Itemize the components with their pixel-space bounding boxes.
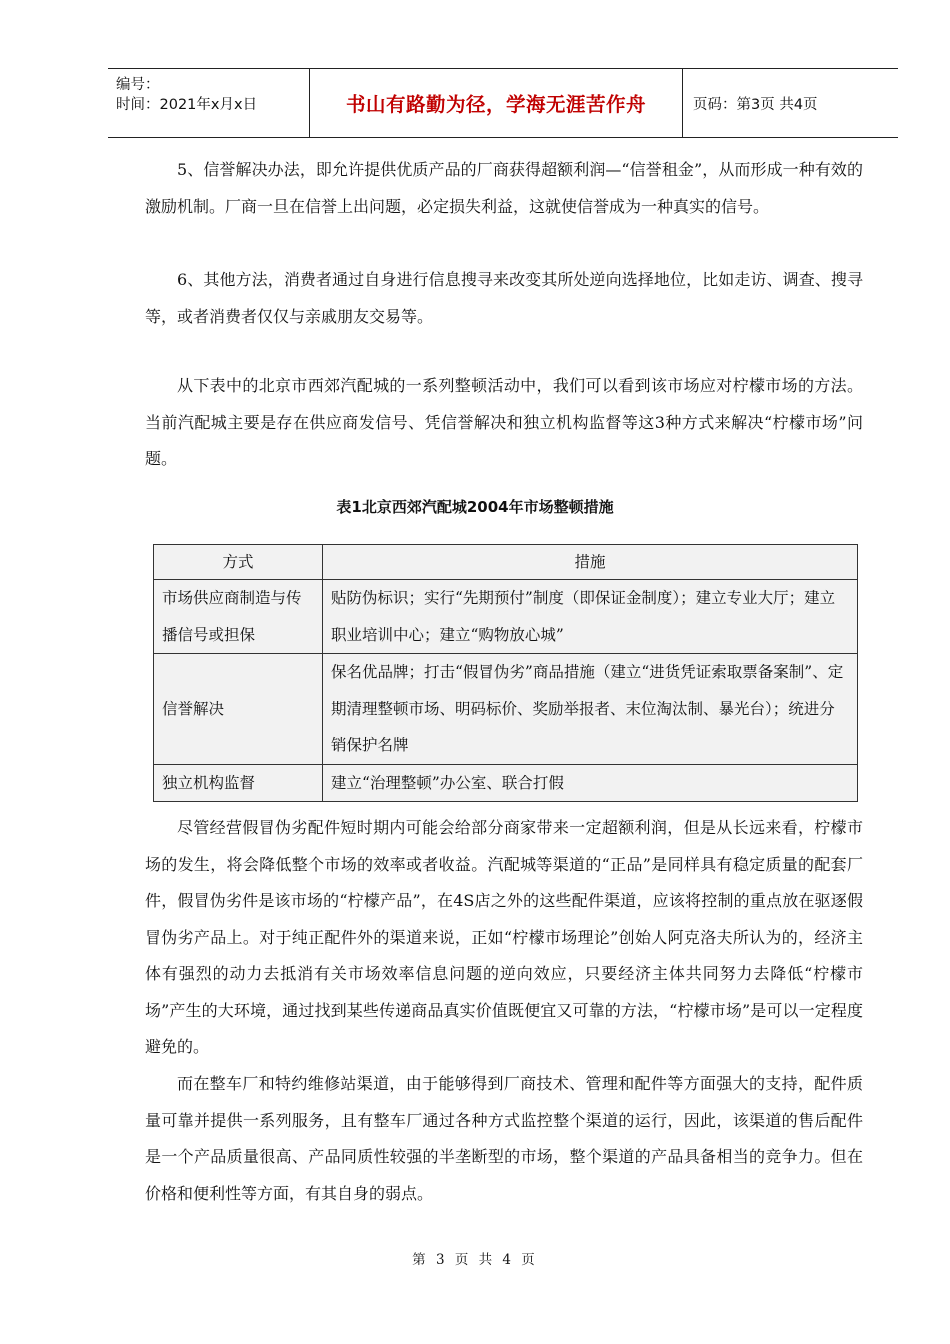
document-time-label: 时间：2021年x月x日: [116, 97, 258, 113]
measures-table: [153, 544, 858, 802]
table-caption: 表1北京西郊汽配城2004年市场整顿措施: [336, 498, 614, 516]
header-meta: [108, 69, 310, 137]
table-cell-method: 市场供应商制造与传播信号或担保: [154, 580, 323, 654]
paragraph-oem-channel: 而在整车厂和特约维修站渠道，由于能够得到厂商技术、管理和配件等方面强大的支持，配件质量可靠并提供一系列服务，且有整车厂通过各种方式监控整个渠道的运行，因此，该渠道的售后配件是一个产品质量很高、产品同质性较强的半垄断型的市场，整个渠道的产品具备相当的竞争力。但在价格和便利性等方面，有其自身的弱点。: [145, 1074, 863, 1203]
document-number-label: 编号：: [116, 77, 160, 93]
table-row: [154, 764, 858, 802]
paragraph-5: 5、信誉解决办法，即允许提供优质产品的厂商获得超额利润—“信誉租金”，从而形成一种有效的激励机制。厂商一旦在信誉上出问题，必定损失利益，这就使信誉成为一种真实的信号。: [145, 160, 863, 216]
table-header-method: 方式: [154, 545, 323, 580]
table-cell-measures: 保名优品牌；打击“假冒伪劣”商品措施（建立“进货凭证索取票备案制”、定期清理整顿市场、明码标价、奖励举报者、末位淘汰制、暴光台）；统进分销保护名牌: [323, 654, 858, 765]
table-row: [154, 580, 858, 654]
table-row: [154, 654, 858, 765]
paragraph-6: 6、其他方法，消费者通过自身进行信息搜寻来改变其所处逆向选择地位，比如走访、调查、搜寻等，或者消费者仅仅与亲戚朋友交易等。: [145, 270, 863, 326]
table-cell-measures: 贴防伪标识；实行“先期预付”制度（即保证金制度）；建立专业大厅；建立职业培训中心；建立“购物放心城”: [323, 580, 858, 654]
table-header-row: [154, 545, 858, 580]
paragraph-lemon-market: 尽管经营假冒伪劣配件短时期内可能会给部分商家带来一定超额利润，但是从长远来看，柠檬市场的发生，将会降低整个市场的效率或者收益。汽配城等渠道的“正品”是同样具有稳定质量的配套厂件，假冒伪劣件是该市场的“柠檬产品”，在4S店之外的这些配件渠道，应该将控制的重点放在驱逐假冒伪劣产品上。对于纯正配件外的渠道来说，正如“柠檬市场理论”创始人阿克洛夫所认为的，经济主体有强烈的动力去抵消有关市场效率信息问题的逆向效应，只要经济主体共同努力去降低“柠檬市场”产生的大环境，通过找到某些传递商品真实价值既便宜又可靠的方法，“柠檬市场”是可以一定程度避免的。: [145, 818, 863, 1056]
page-header: [108, 68, 898, 138]
paragraph-intro-table: 从下表中的北京市西郊汽配城的一系列整顿活动中，我们可以看到该市场应对柠檬市场的方法。当前汽配城主要是存在供应商发信号、凭信誉解决和独立机构监督等这3种方式来解决“柠檬市场”问题。: [145, 376, 863, 468]
table-cell-measures: 建立“治理整顿”办公室、联合打假: [323, 764, 858, 802]
header-motto: 书山有路勤为径，学海无涯苦作舟: [310, 69, 683, 137]
table-cell-method: 独立机构监督: [154, 764, 323, 802]
page-footer: 第 3 页 共 4 页: [412, 1252, 538, 1268]
table-header-measures: 措施: [323, 545, 858, 580]
header-page-label: 页码：第3页 共4页: [693, 96, 818, 113]
table-cell-method: 信誉解决: [154, 654, 323, 765]
